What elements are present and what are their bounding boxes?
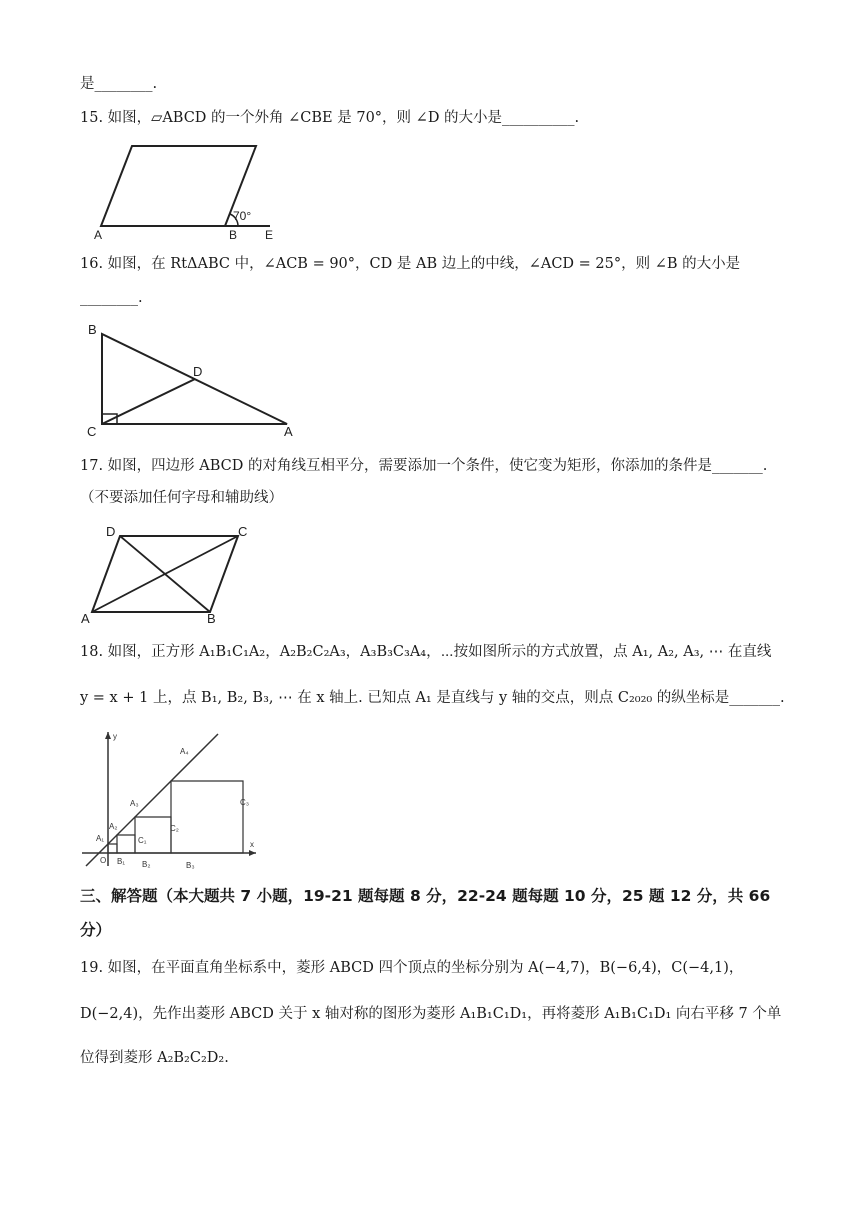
section-3-heading-line-1: 三、解答题（本大题共 7 小题，19-21 题每题 8 分，22-24 题每题 10 分，25 题 12 分，共 66	[80, 887, 771, 905]
q18-point-b2: B₂	[142, 860, 151, 869]
q17-label-c: C	[238, 524, 248, 539]
q18-origin: O	[100, 856, 107, 865]
q14-answer-tail: 是________.	[80, 76, 158, 92]
question-17-line-2: （不要添加任何字母和辅助线）	[80, 490, 283, 506]
q18-point-a1: A₁	[96, 834, 105, 843]
q16-label-b: B	[88, 322, 97, 337]
q18-point-a4: A₄	[180, 747, 189, 756]
q18-point-b1: B₁	[117, 857, 126, 866]
q18-point-c2: C₂	[170, 824, 179, 833]
question-19-line-2: D(−2,4)，先作出菱形 ABCD 关于 x 轴对称的图形为菱形 A₁B₁C₁D₁，再将菱形 A₁B₁C₁D₁ 向右平移 7 个单	[80, 1006, 782, 1022]
q15-label-b: B	[229, 228, 238, 242]
q18-point-a2: A₂	[109, 822, 118, 831]
q17-label-b: B	[207, 611, 216, 626]
q18-point-b3: B₃	[186, 861, 195, 870]
q18-point-a3: A₃	[130, 799, 139, 808]
question-18-line-2: y = x + 1 上，点 B₁, B₂, B₃, ⋯ 在 x 轴上. 已知点 A₁ 是直线与 y 轴的交点，则点 C₂₀₂₀ 的纵坐标是_______.	[80, 690, 785, 706]
question-16-line-1: 16. 如图，在 RtΔABC 中，∠ACB = 90°，CD 是 AB 边上的中线，∠ACD = 25°，则 ∠B 的大小是	[80, 256, 741, 272]
q17-quadrilateral-figure	[80, 524, 260, 626]
q15-label-a: A	[94, 228, 103, 242]
q15-angle-label: 70°	[233, 209, 252, 223]
q15-parallelogram-figure	[90, 140, 280, 242]
q18-axis-y: y	[113, 732, 117, 741]
question-15-text: 15. 如图，▱ABCD 的一个外角 ∠CBE 是 70°，则 ∠D 的大小是__________.	[80, 110, 580, 126]
question-18-line-1: 18. 如图，正方形 A₁B₁C₁A₂，A₂B₂C₂A₃，A₃B₃C₃A₄，⋯按如图所示的方式放置，点 A₁, A₂, A₃, ⋯ 在直线	[80, 644, 772, 660]
question-16-line-2: ________.	[80, 290, 143, 306]
question-17-line-1: 17. 如图，四边形 ABCD 的对角线互相平分，需要添加一个条件，使它变为矩形，你添加的条件是_______.	[80, 458, 768, 474]
q18-point-c1: C₁	[138, 836, 147, 845]
q16-label-a: A	[284, 424, 293, 439]
question-19-line-1: 19. 如图，在平面直角坐标系中，菱形 ABCD 四个顶点的坐标分别为 A(−4,7)，B(−6,4)，C(−4,1)，	[80, 960, 744, 976]
q17-label-d: D	[106, 524, 116, 539]
q16-right-triangle-figure	[85, 318, 300, 442]
q16-label-d: D	[193, 364, 203, 379]
q18-point-c3: C₃	[240, 798, 250, 807]
q18-axis-x: x	[250, 840, 254, 849]
q17-label-a: A	[81, 611, 90, 626]
q18-squares-figure	[78, 726, 263, 871]
question-19-line-3: 位得到菱形 A₂B₂C₂D₂.	[80, 1050, 229, 1066]
section-3-heading-line-2: 分）	[80, 921, 112, 939]
q16-label-c: C	[87, 424, 97, 439]
q15-label-e: E	[265, 228, 274, 242]
